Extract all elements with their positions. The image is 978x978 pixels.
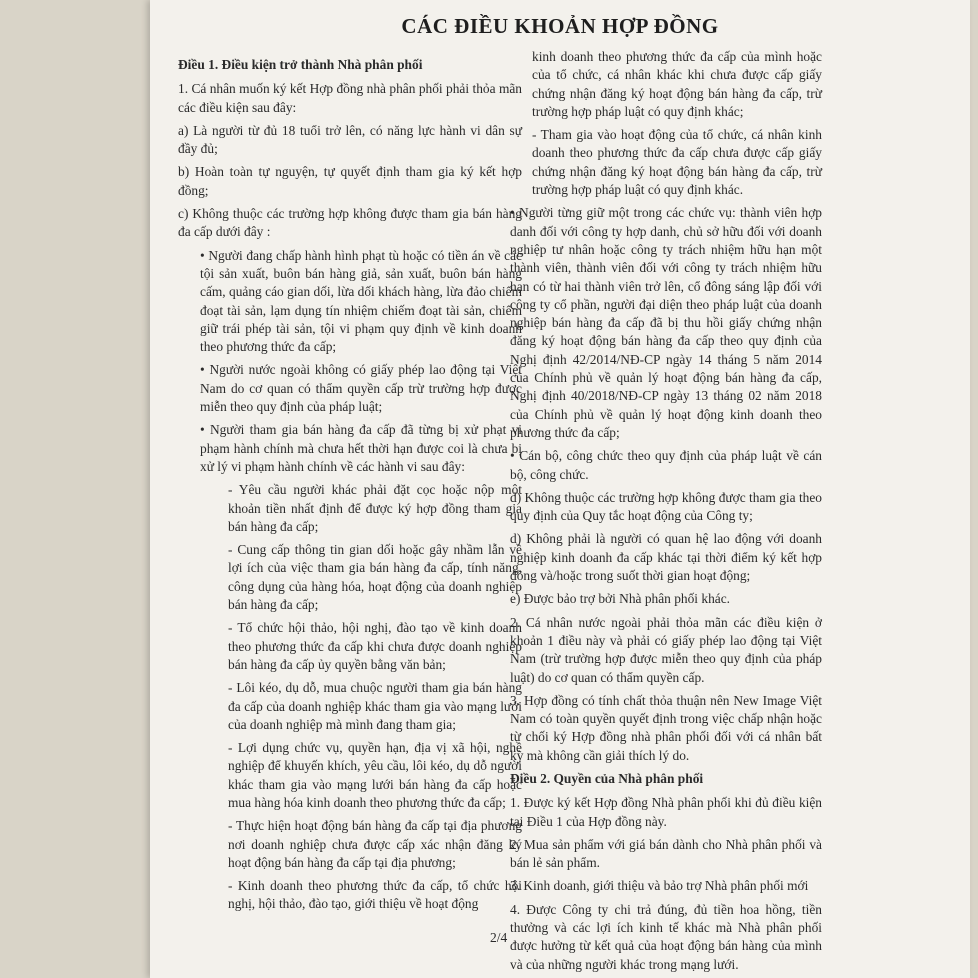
paragraph: 3. Hợp đồng có tính chất thỏa thuận nên New Image Việt Nam có toàn quyền quyết định trong việc chấp nhận hoặc từ chối ký Hợp đồng nhà phân phối đối với cá nhân bất kỳ mà không cần giải thích lý do.	[510, 692, 822, 763]
bullet-item: • Cán bộ, công chức theo quy định của pháp luật về cán bộ, công chức.	[510, 448, 822, 482]
bullet-item: • Người nước ngoài không có giấy phép lao động tại Việt Nam do cơ quan có thẩm quyền cấp trừ trường hợp được miễn theo quy định của pháp luật;	[200, 362, 522, 415]
paragraph: 1. Cá nhân muốn ký kết Hợp đồng nhà phân phối phải thỏa mãn các điều kiện sau đây:	[178, 81, 522, 115]
dash-item: - Thực hiện hoạt động bán hàng đa cấp tại địa phương nơi doanh nghiệp chưa được cấp xác nhận đăng ký hoạt động bán hàng đa cấp tại địa phương;	[228, 818, 522, 870]
paragraph: 1. Được ký kết Hợp đồng Nhà phân phối khi đủ điều kiện tại Điều 1 của Hợp đồng này.	[510, 795, 822, 829]
document-page	[150, 0, 970, 978]
article-1-heading: Điều 1. Điều kiện trở thành Nhà phân phối	[178, 57, 423, 72]
paragraph: e) Được bảo trợ bởi Nhà phân phối khác.	[510, 591, 730, 607]
dash-item: - Lợi dụng chức vụ, quyền hạn, địa vị xã hội, nghề nghiệp để khuyến khích, yêu cầu, lôi kéo, dụ dỗ người khác tham gia vào mạng lưới bán hàng đa cấp hoặc mua hàng hóa kinh doanh theo phương thức đa cấp;	[228, 740, 522, 810]
dash-item: - Kinh doanh theo phương thức đa cấp, tổ chức hội nghị, hội thảo, đào tạo, giới thiệu về hoạt động	[228, 878, 522, 912]
paragraph: a) Là người từ đủ 18 tuổi trở lên, có năng lực hành vi dân sự đầy đủ;	[178, 122, 522, 157]
dash-item: - Tham gia vào hoạt động của tổ chức, cá nhân kinh doanh theo phương thức đa cấp chưa được cấp giấy chứng nhận đăng ký hoạt động bán hàng đa cấp, trừ trường hợp pháp luật có quy định khác.	[532, 127, 822, 198]
paragraph: 4. Được Công ty chi trả đúng, đủ tiền hoa hồng, tiền thưởng và các lợi ích kinh tế khác mà Nhà phân phối được hưởng từ kết quả của hoạt động bán hàng của mình và của những người khác trong mạng lưới.	[510, 901, 822, 972]
dash-item-continued: kinh doanh theo phương thức đa cấp của mình hoặc của tổ chức, cá nhân khác khi chưa được cấp giấy chứng nhận đăng ký hoạt động bán hàng đa cấp, trừ trường hợp pháp luật có quy định khác;	[532, 49, 822, 119]
paragraph: b) Hoàn toàn tự nguyện, tự quyết định tham gia ký kết hợp đồng;	[178, 164, 522, 198]
paragraph: 3. Kinh doanh, giới thiệu và bảo trợ Nhà phân phối mới	[510, 878, 809, 894]
dash-item: - Yêu cầu người khác phải đặt cọc hoặc nộp một khoản tiền nhất định để được ký hợp đồng tham gia bán hàng đa cấp;	[228, 482, 522, 534]
dash-item: - Lôi kéo, dụ dỗ, mua chuộc người tham gia bán hàng đa cấp của doanh nghiệp khác tham gia vào mạng lưới của doanh nghiệp mà mình đang tham gia;	[228, 680, 522, 732]
paragraph: d) Không phải là người có quan hệ lao động với doanh nghiệp kinh doanh đa cấp khác tại thời điểm ký kết hợp đồng và/hoặc trong suốt thời gian hoạt động;	[510, 531, 822, 584]
dash-item: - Tổ chức hội thảo, hội nghị, đào tạo về kinh doanh theo phương thức đa cấp khi chưa được doanh nghiệp bán hàng đa cấp ủy quyền bằng văn bản;	[228, 620, 522, 672]
dash-item: - Cung cấp thông tin gian dối hoặc gây nhầm lẫn về lợi ích của việc tham gia bán hàng đa cấp, tính năng, công dụng của hàng hóa, hoạt động của doanh nghiệp bán hàng đa cấp;	[228, 542, 522, 613]
bullet-item: • Người đang chấp hành hình phạt tù hoặc có tiền án về các tội sản xuất, buôn bán hàng giả, sản xuất, buôn bán hàng cấm, quảng cáo gian dối, lừa dối khách hàng, lừa đảo chiếm đoạt tài sản, lạm dụng tín nhiệm chiếm đoạt tài sản, chiếm giữ trái phép tài sản, tội vi phạm quy định về kinh doanh theo phương thức đa cấp;	[200, 247, 522, 355]
page-number: 2/4	[490, 930, 508, 945]
paragraph: 2. Mua sản phẩm với giá bán dành cho Nhà phân phối và bán lẻ sản phẩm.	[510, 836, 822, 871]
article-2-heading: Điều 2. Quyền của Nhà phân phối	[510, 770, 704, 786]
bullet-item: • Người từng giữ một trong các chức vụ: thành viên hợp danh đối với công ty hợp danh, chủ sở hữu đối với doanh nghiệp tư nhân hoặc công ty trách nhiệm hữu hạn một thành viên, thành viên đối với công ty trách nhiệm hữu hạn có từ hai thành viên trở lên, cổ đông sáng lập đối với công ty cổ phần, người đại diện theo pháp luật của doanh nghiệp bán hàng đa cấp đã bị thu hồi giấy chứng nhận đăng ký hoạt động bán hàng đa cấp theo quy định của Nghị định 42/2014/NĐ-CP ngày 14 tháng 5 năm 2014 của Chính phủ về quản lý hoạt động bán hàng đa cấp, Nghị định 40/2018/NĐ-CP ngày 13 tháng 02 năm 2018 của Chính phủ về quản lý hoạt động kinh doanh theo phương thức đa cấp;	[510, 205, 822, 440]
page-title: CÁC ĐIỀU KHOẢN HỢP ĐỒNG	[401, 14, 719, 38]
paragraph: 2. Cá nhân nước ngoài phải thỏa mãn các điều kiện ở khoản 1 điều này và phải có giấy phép lao động tại Việt Nam (trừ trường hợp được miễn theo quy định của pháp luật) do cơ quan có thẩm quyền cấp.	[510, 614, 822, 685]
paragraph: d) Không thuộc các trường hợp không được tham gia theo quy định của Quy tắc hoạt động của Công ty;	[510, 489, 822, 524]
right-column	[510, 48, 822, 978]
left-column	[178, 56, 522, 919]
bullet-item: • Người tham gia bán hàng đa cấp đã từng bị xử phạt vi phạm hành chính mà chưa hết thời hạn được coi là chưa bị xử lý vi phạm hành chính về các hành vi sau đây:	[200, 422, 522, 474]
paragraph: c) Không thuộc các trường hợp không được tham gia bán hàng đa cấp dưới đây :	[178, 206, 522, 240]
